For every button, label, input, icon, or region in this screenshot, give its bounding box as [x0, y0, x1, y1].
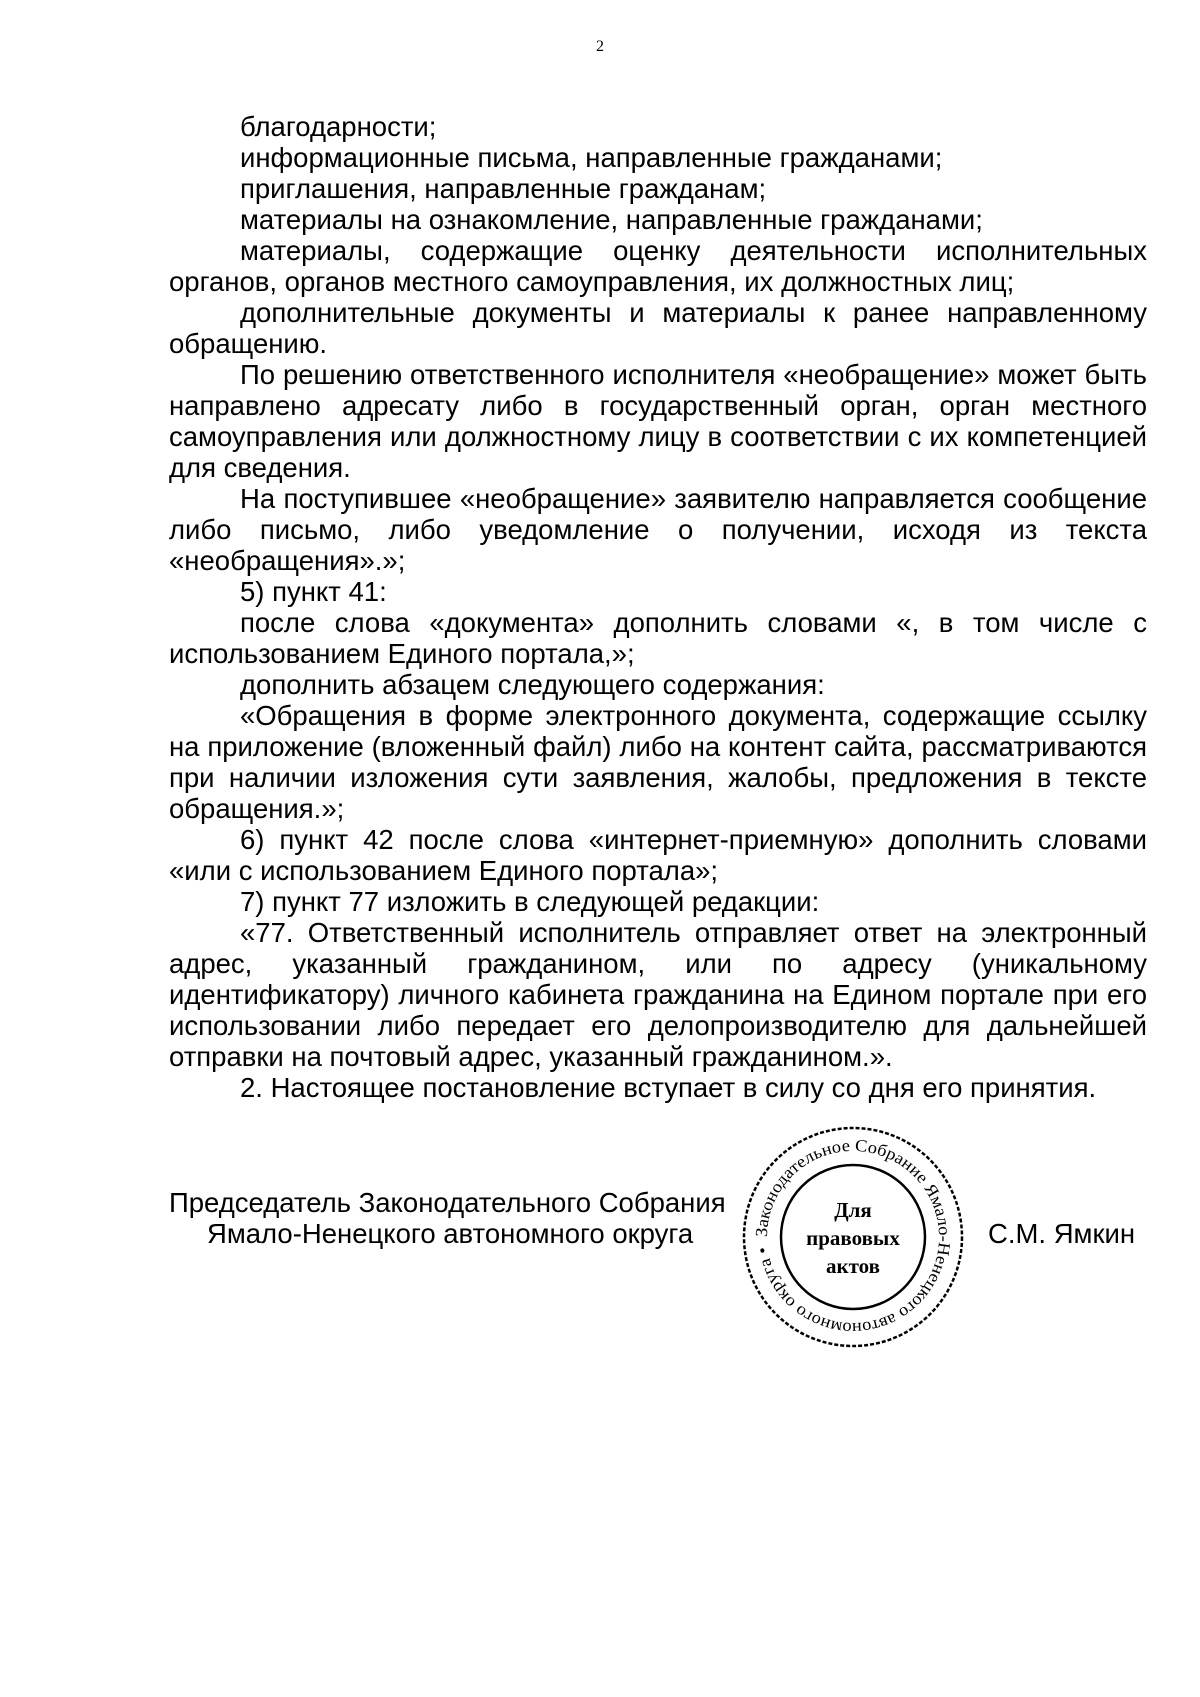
paragraph-15: «77. Ответственный исполнитель отправляет ответ на электронный адрес, указанный гражданином, или по адресу (уникальному идентификатору) личного кабинета гражданина на Едином портале при его использовании либо передает его делопроизводителю для дальнейшей отправки на почтовый адрес, указанный гражданином.». [169, 917, 1147, 1072]
paragraph-16: 2. Настоящее постановление вступает в силу со дня его принятия. [240, 1072, 1097, 1103]
paragraph-13: 6) пункт 42 после слова «интернет-приемную» дополнить словами «или с использованием Единого портала»; [169, 824, 1147, 886]
paragraph-3: приглашения, направленные гражданам; [240, 173, 767, 204]
seal-center-line-1: Для [834, 1198, 872, 1222]
paragraph-4: материалы на ознакомление, направленные гражданами; [240, 204, 983, 235]
paragraph-1: благодарности; [240, 111, 437, 142]
paragraph-8: На поступившее «необращение» заявителю направляется сообщение либо письмо, либо уведомление о получении, исходя из текста «необращения».»; [169, 483, 1147, 576]
paragraph-11: дополнить абзацем следующего содержания: [240, 669, 825, 700]
signatory-title-line-2: Ямало-Ненецкого автономного округа [207, 1218, 694, 1249]
seal-center-text [740, 1196, 966, 1280]
paragraph-9: 5) пункт 41: [240, 576, 387, 607]
paragraph-7: По решению ответственного исполнителя «необращение» может быть направлено адресату либо в государственный орган, орган местного самоуправления или должностному лицу в соответствии с их компетенцией для сведения. [169, 359, 1147, 483]
paragraph-2: информационные письма, направленные гражданами; [240, 142, 943, 173]
paragraph-10: после слова «документа» дополнить словами «, в том числе с использованием Единого портала,»; [169, 607, 1147, 669]
page-number: 2 [596, 38, 604, 55]
paragraph-14: 7) пункт 77 изложить в следующей редакции: [240, 886, 820, 917]
signatory-title [169, 1187, 726, 1249]
seal-ring-text: Законодательное Собрание Ямало-Ненецкого автономного округа • [751, 1135, 955, 1339]
paragraph-12: «Обращения в форме электронного документа, содержащие ссылку на приложение (вложенный файл) либо на контент сайта, рассматриваются при наличии изложения сути заявления, жалобы, предложения в тексте обращения.»; [169, 700, 1147, 824]
document-body [169, 111, 1147, 1103]
paragraph-6: дополнительные документы и материалы к ранее направленному обращению. [169, 297, 1147, 359]
official-seal [740, 1124, 966, 1350]
seal-center-line-3: актов [826, 1254, 880, 1278]
signer-name: С.М. Ямкин [988, 1218, 1136, 1249]
signatory-title-line-1: Председатель Законодательного Собрания [169, 1187, 726, 1218]
seal-center-line-2: правовых [806, 1226, 900, 1250]
paragraph-5: материалы, содержащие оценку деятельности исполнительных органов, органов местного самоуправления, их должностных лиц; [169, 235, 1147, 297]
